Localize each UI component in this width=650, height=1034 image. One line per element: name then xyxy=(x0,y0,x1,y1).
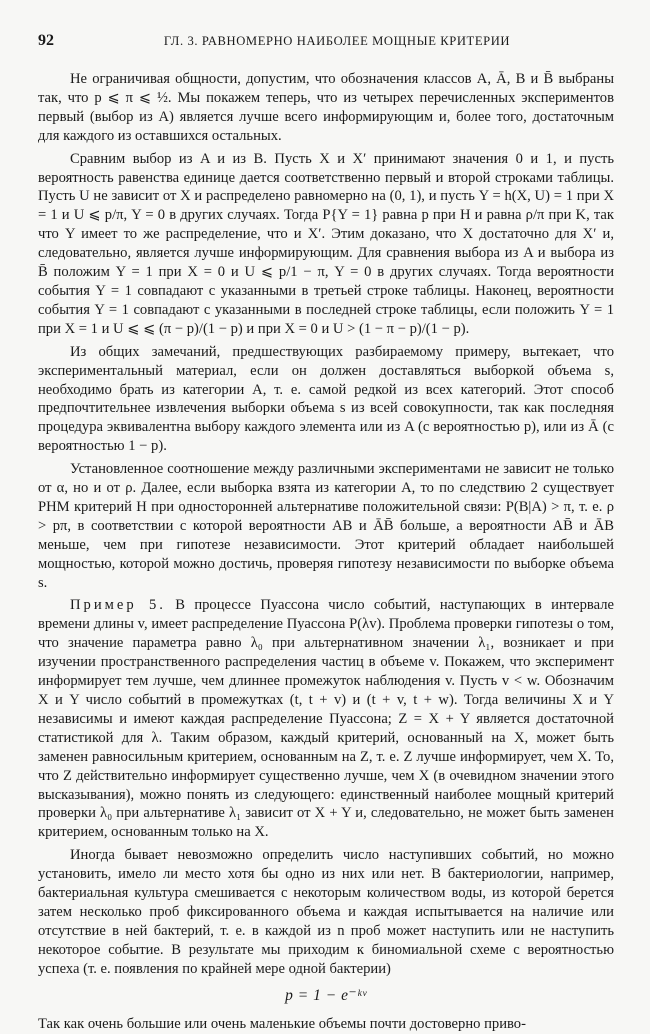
example-paragraph xyxy=(38,596,614,842)
paragraph: Сравним выбор из A и из B. Пусть X и X′ принимают значения 0 и 1, и пусть вероятность равенства единице дается соответственно первый и второй строками таблицы. Пусть U не зависит от X и распределено равномерно на (0, 1), и пусть Y = h(X, U) = 1 при X = 1 и U ⩽ p/π, Y = 0 в других случаях. Тогда P{Y = 1} равна p при H и равна ρ/π при K, так что Y имеет то же распределение, что и X′. Этим доказано, что X достаточно для X′ и, следовательно, является лучше информирующим. Для сравнения выбора из A и выбора из B̄ положим Y = 1 при X = 0 и U ⩽ p/1 − π, Y = 0 в других случаях. Тогда вероятности события Y = 1 совпадают с указанными в третьей строке таблицы. Наконец, вероятности события Y = 1 совпадают с указанными в последней строке таблицы, если положить Y = 1 при X = 1 и U ⩽ ⩽ (π − p)/(1 − p) и при X = 0 и U > (1 − π − p)/(1 − p). xyxy=(38,150,614,337)
paragraph: Иногда бывает невозможно определить число наступивших событий, но можно установить, имело ли место хотя бы одно из них или нет. В бактериологии, например, бактериальная культура смешивается с некоторым количеством воды, из которой берется затем несколько проб фиксированного объема и каждая испытывается на наличие или отсутствие в ней бактерий, т. е. в каждой из n проб может наступить или не наступить некоторое событие. В результате мы приходим к биномиальной схеме с вероятностью успеха (т. е. появления по крайней мере одной бактерии) xyxy=(38,847,614,977)
paragraph: Не ограничивая общности, допустим, что обозначения классов A, Ā, B и B̄ выбраны так, что p ⩽ π ⩽ ½. Мы покажем теперь, что из четырех перечисленных экспериментов первый (выбор из A) является лучше всего информирующим и, более того, достаточным для каждого из оставшихся остальных. xyxy=(38,71,614,144)
running-head: ГЛ. 3. РАВНОМЕРНО НАИБОЛЕЕ МОЩНЫЕ КРИТЕРИИ xyxy=(163,34,511,48)
paragraph: Из общих замечаний, предшествующих разбираемому примеру, вытекает, что экспериментальный материал, если он должен доставляться выборкой объема s, необходимо брать из категории A, т. е. самой редкой из всех категорий. Этот способ предпочтительнее извлечения выборки объема s из всей совокупности, так как последняя процедура эквивалентна выбору каждого элемента или из A (с вероятностью p), или из Ā (с вероятностью 1 − p). xyxy=(38,343,614,455)
book-page xyxy=(38,32,614,1032)
page-number: 92 xyxy=(38,32,54,49)
display-formula: p = 1 − e⁻ᵏᵛ xyxy=(285,986,367,1004)
paragraph-continued: Так как очень большие или очень маленькие объемы почти достоверно приво- xyxy=(38,1015,526,1032)
paragraph: Установленное соотношение между различными экспериментами не зависит не только от α, но и от ρ. Далее, если выборка взята из категории A, то по следствию 2 существует РНМ критерий H при односторонней альтернативе положительной связи: P(B|A) > π, т. е. ρ > pπ, в соответствии с которой вероятности AB и ĀB̄ больше, а вероятности AB̄ и ĀB меньше, чем при гипотезе независимости. Этот критерий обладает наибольшей мощностью, которой можно достичь, проверяя гипотезу независимости по выборке объема s. xyxy=(38,461,614,591)
page-body xyxy=(38,70,614,1034)
example-lead: Пример 5. xyxy=(70,597,166,614)
example-text: В процессе Пуассона число событий, наступающих в интервале времени длины v, имеет распределение Пуассона P(λv). Проблема проверки гипотезы о том, что значение параметра равно λ₀ при альтернативном значении λ₁, возникает и при изучении пространственного распределения частиц в объеме v. Покажем, что эксперимент информирует тем лучше, чем длиннее промежуток наблюдения v. Пусть v < w. Обозначим X и Y число событий в промежутках (t, t + v) и (t + v, t + w). Тогда величины X и Y независимы и имеют каждая распределение Пуассона; Z = X + Y является достаточной статистикой для λ. Таким образом, каждый критерий, основанный на X, может быть заменен равносильным критерием, основанным на Z, т. е. Z лучше информирует, чем X. То, что Z действительно информирует существенно лучше, чем X (в очевидном значении этого высказывания), можно понять из следующего: единственный наиболее мощный критерий проверки λ₀ при альтернативе λ₁ зависит от X + Y и, следовательно, не может быть заменен критерием, основанным только на X. xyxy=(38,597,614,841)
page-header xyxy=(38,32,614,56)
